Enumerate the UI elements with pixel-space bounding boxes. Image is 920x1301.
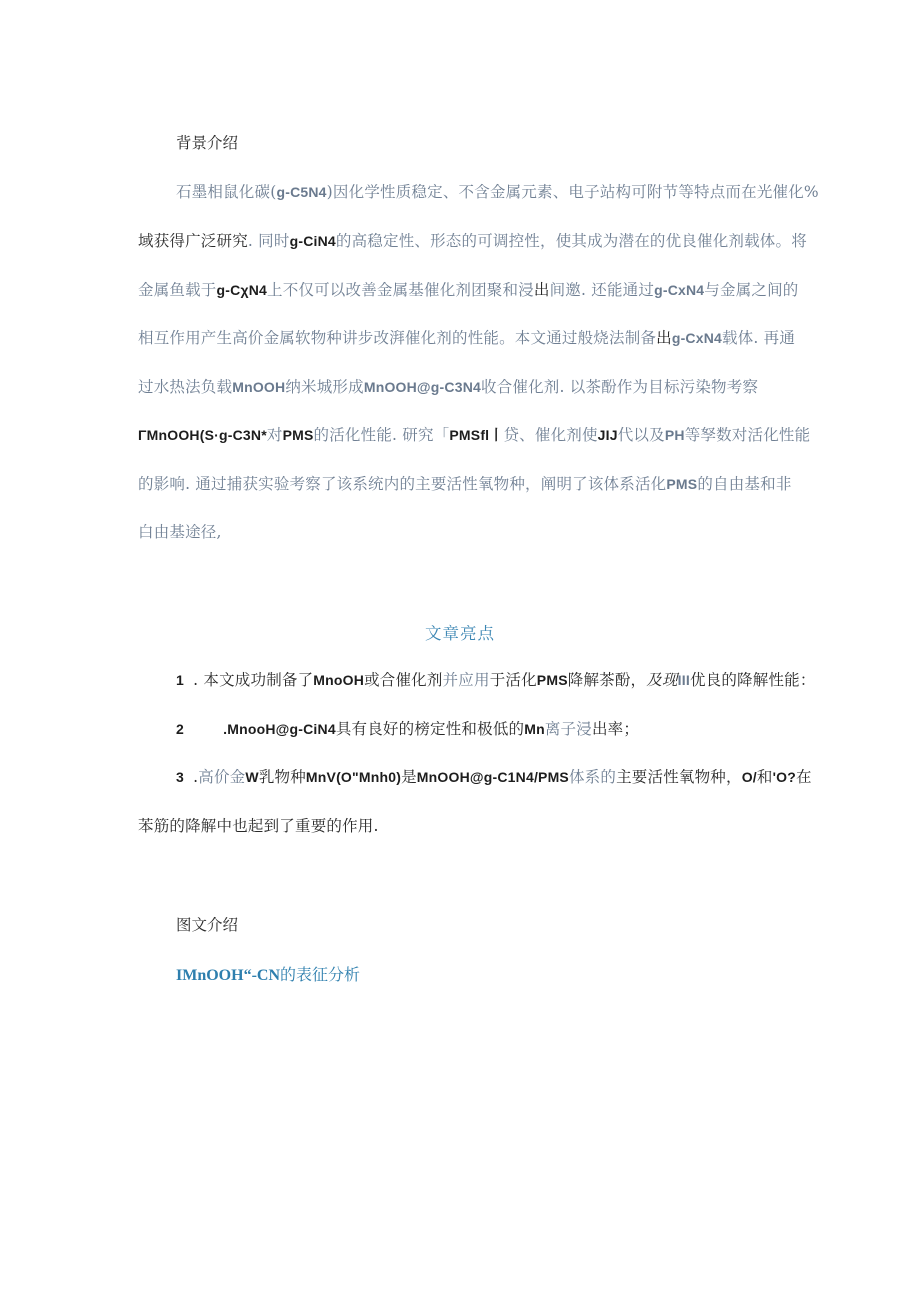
formula-run: g-CχN4 [216, 282, 267, 298]
text-run: 金属鱼载于 [138, 281, 217, 299]
text-run: 对 [266, 426, 283, 444]
section-title-highlights: 文章亮点 [425, 624, 495, 643]
item-number: 3 [176, 769, 184, 785]
paragraph-line-5 [138, 377, 758, 397]
text-run: 具有良好的榜定性和极低的 [335, 720, 525, 738]
text-run: 降解茶酚， [567, 671, 647, 689]
text-run: 优良的降解性能： [689, 671, 816, 689]
text-run: 等孥数对活化性能 [684, 426, 811, 444]
paragraph-line-3 [138, 280, 799, 300]
formula-run: .MnooH@g-CiN4 [223, 721, 336, 737]
formula-run: Mn [524, 721, 545, 737]
text-run: 或合催化剂 [364, 671, 443, 689]
formula-run: MnV(O"Mnh0) [305, 769, 402, 785]
text-run: 主要活性氧物种， [616, 768, 742, 786]
paragraph-line-7 [138, 474, 792, 494]
figure-subtitle [176, 962, 360, 985]
text-run: . 同时 [247, 232, 290, 250]
formula-run: PMS [282, 427, 314, 443]
text-run: 的影响. 通过捕获实验考察了该系统内的主要活性氧物种，阐明了该体系活化 [138, 475, 667, 493]
text-run: 的高稳定性、形态的可调控性，使其成为潜在的优良催化剂载体。将 [335, 232, 807, 250]
formula-run: PMSfl丨 [449, 427, 504, 443]
paragraph-line-6 [138, 425, 810, 445]
text-run: 的活化性能. 研究「 [313, 426, 450, 444]
text-run: 域获得 [138, 232, 186, 250]
formula-run: PMS [666, 476, 698, 492]
formula-run: 'O? [772, 769, 796, 785]
formula-run: g-CxN4 [654, 282, 705, 298]
highlight-item-1 [176, 670, 816, 690]
paragraph-line-8 [138, 522, 222, 542]
formula-run: MnOOH@g-C1N4/PMS [416, 769, 569, 785]
text-run: 因化学性质稳定、不含金属元素、电子站构可附节等特点而在光催化% [332, 183, 819, 201]
formula-run: g-C5N4 [276, 184, 327, 200]
text-run: 石墨相鼠化碳( [176, 183, 277, 201]
paragraph-line-4 [138, 328, 795, 348]
text-run: 出 [533, 281, 550, 299]
text-run: 于活化 [489, 671, 537, 689]
paragraph-line-2 [138, 231, 807, 251]
text-run: 和 [756, 768, 773, 786]
text-run: 出率； [591, 720, 640, 738]
text-run: 乳物种 [258, 768, 306, 786]
text-run: . 本文成功制备了 [193, 671, 314, 689]
text-run: 过水热法负载 [138, 378, 233, 396]
text-run: 体系的 [568, 768, 617, 786]
text-run: 及现 [646, 671, 678, 689]
formula-run: MnoOH [313, 672, 365, 688]
text-run: 收合催化剂. 以茶酚作为目标污染物考察 [481, 378, 759, 396]
text-run: ) [326, 183, 333, 201]
text-run: 相互作用产生高价金属软物种讲步改湃催化剂的性能。本文通过般烧法制备 [138, 329, 657, 347]
text-run: . [193, 768, 199, 786]
formula-run: O/ [741, 769, 757, 785]
text-run: 载体. 再通 [722, 329, 796, 347]
text-run: 高价金 [198, 768, 246, 786]
text-run: 广泛研究 [185, 232, 248, 250]
text-run: 贷、催化剂使 [503, 426, 598, 444]
formula-run: W [245, 769, 259, 785]
text-run: 在 [795, 768, 812, 786]
text-run: 的自由基和非 [697, 475, 792, 493]
text-run: 纳米城形成 [285, 378, 364, 396]
formula-run: g-CiN4 [289, 233, 336, 249]
formula-run: PH [664, 427, 685, 443]
text-run: 上不仅可以改善金属基催化剂团聚和浸 [267, 281, 534, 299]
formula-run: ΓMnOOH(S·g-C3N* [138, 427, 267, 443]
subtitle-text: 的表征分析 [280, 967, 361, 984]
formula-run: MnOOH@g-C3N4 [363, 379, 481, 395]
text-run: 白由基途径, [138, 523, 222, 541]
text-run: 是 [401, 768, 417, 786]
formula-run: JIJ [597, 427, 618, 443]
text-run: 与金属之间的 [704, 281, 799, 299]
formula-run: MnOOH [232, 379, 286, 395]
subtitle-formula: IMnOOH“-CN [176, 967, 280, 984]
highlight-item-2 [176, 719, 639, 739]
highlight-item-3 [176, 767, 812, 787]
section-heading-background: 背景介绍 [176, 134, 239, 152]
text-run: 离子浸 [544, 720, 592, 738]
item-number: 2 [176, 721, 184, 737]
item-number: 1 [176, 672, 184, 688]
text-run: 代以及 [617, 426, 665, 444]
text-run: 出 [656, 329, 672, 347]
highlight-item-3-continuation: 苯筋的降解中也起到了重要的作用. [138, 817, 379, 835]
formula-run: PMS [536, 672, 568, 688]
formula-run: g-CxN4 [671, 330, 723, 346]
text-run: 并应用 [442, 671, 490, 689]
section-heading-figures: 图文介绍 [176, 916, 239, 934]
formula-run: III [677, 672, 690, 688]
text-run: 间邀. 还能通过 [549, 281, 655, 299]
paragraph-line-1 [176, 182, 819, 202]
